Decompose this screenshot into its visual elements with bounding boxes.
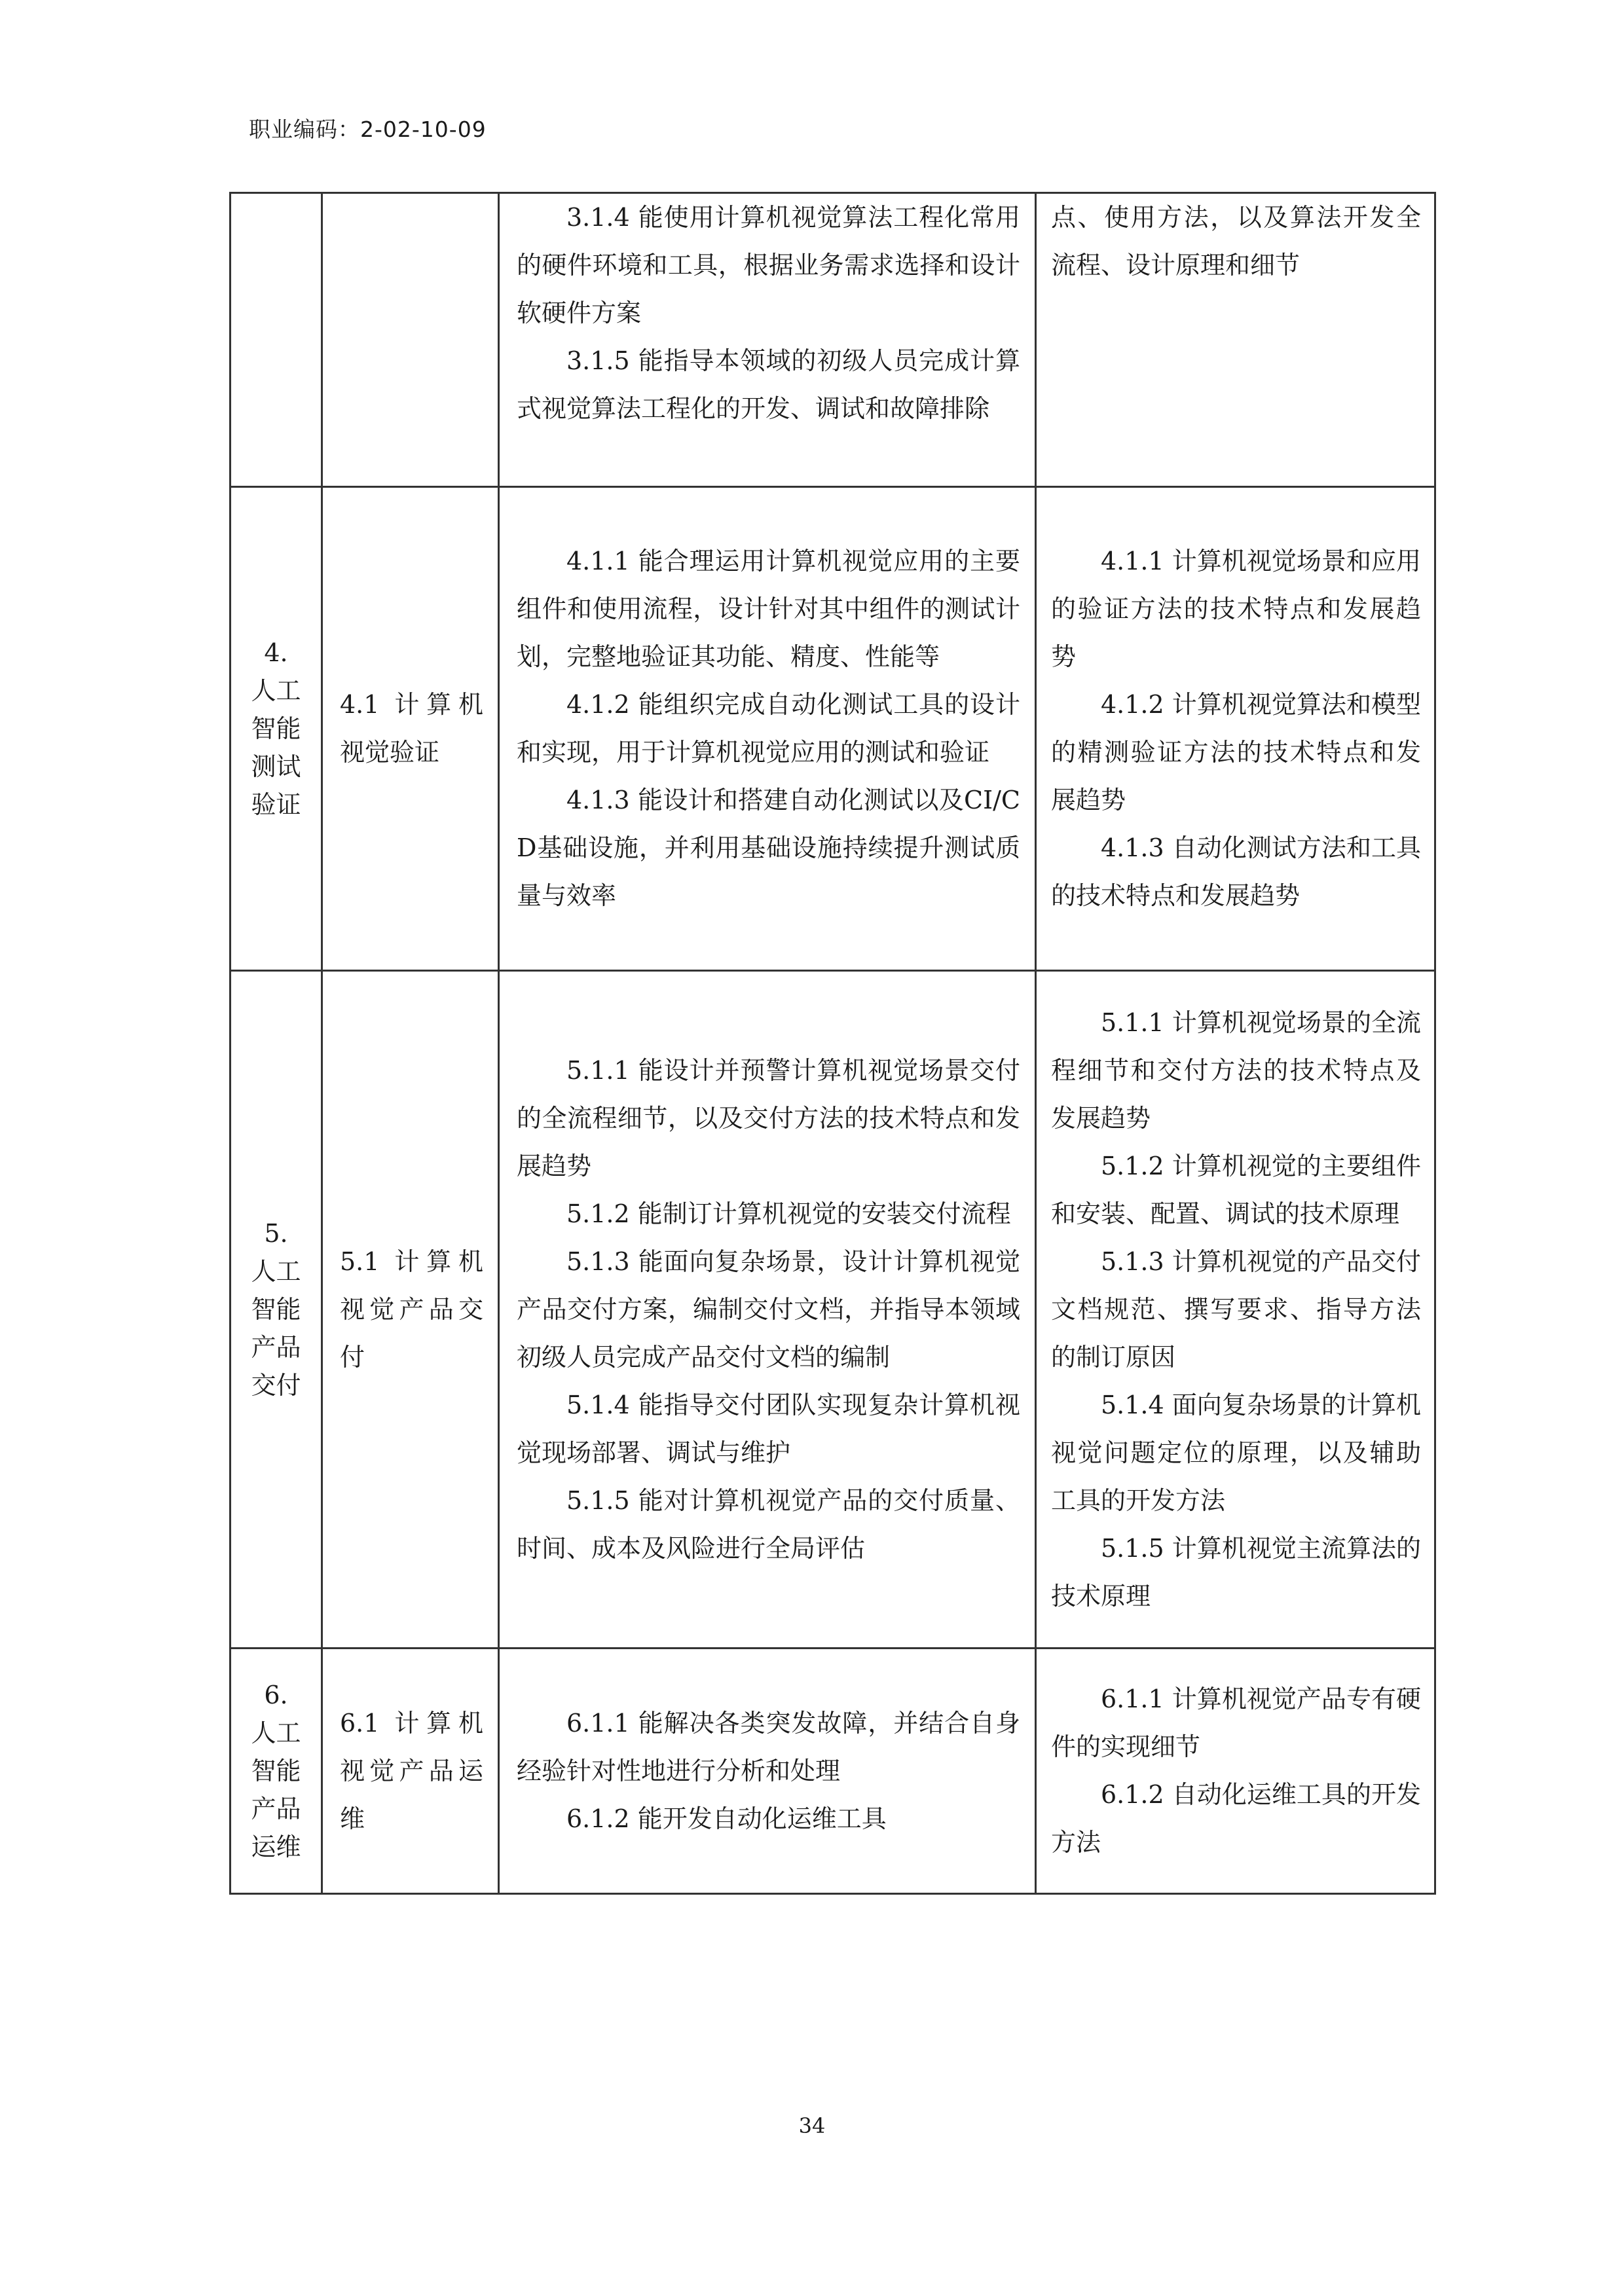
function-cell bbox=[231, 1649, 322, 1894]
function-label: 人工 bbox=[251, 676, 301, 705]
skill-item: 5.1.3 能面向复杂场景，设计计算机视觉产品交付方案，编制交付文档，并指导本领域初级人员完成产品交付文档的编制 bbox=[517, 1247, 1020, 1372]
knowledge-item: 5.1.2 计算机视觉的主要组件和安装、配置、调试的技术原理 bbox=[1051, 1151, 1421, 1228]
occupation-code: 职业编码：2-02-10-09 bbox=[249, 117, 487, 142]
knowledge-cell bbox=[1036, 487, 1435, 971]
function-label: 测试 bbox=[251, 752, 301, 781]
skill-item: 4.1.3 能设计和搭建自动化测试以及CI/CD基础设施，并利用基础设施持续提升测试质量与效率 bbox=[517, 786, 1020, 910]
skills-cell bbox=[499, 487, 1036, 971]
knowledge-cell bbox=[1036, 971, 1435, 1649]
knowledge-item: 5.1.1 计算机视觉场景的全流程细节和交付方法的技术特点及发展趋势 bbox=[1051, 1008, 1421, 1133]
function-cell-empty bbox=[231, 193, 322, 487]
skill-item: 5.1.1 能设计并预警计算机视觉场景交付的全流程细节，以及交付方法的技术特点和发展趋势 bbox=[517, 1055, 1020, 1180]
knowledge-item: 5.1.4 面向复杂场景的计算机视觉问题定位的原理，以及辅助工具的开发方法 bbox=[1051, 1390, 1421, 1515]
skill-item: 5.1.4 能指导交付团队实现复杂计算机视觉现场部署、调试与维护 bbox=[517, 1390, 1020, 1467]
function-label: 智能 bbox=[251, 1757, 301, 1785]
work-unit-cell bbox=[322, 487, 499, 971]
knowledge-cell bbox=[1036, 193, 1435, 487]
skill-item: 6.1.2 能开发自动化运维工具 bbox=[566, 1804, 887, 1833]
function-cell bbox=[231, 971, 322, 1649]
work-unit-label: 6.1 计算机视觉产品运维 bbox=[340, 1708, 483, 1833]
skill-item: 5.1.5 能对计算机视觉产品的交付质量、时间、成本及风险进行全局评估 bbox=[517, 1485, 1020, 1563]
work-unit-cell bbox=[322, 971, 499, 1649]
skill-item: 4.1.2 能组织完成自动化测试工具的设计和实现，用于计算机视觉应用的测试和验证 bbox=[517, 690, 1020, 767]
knowledge-item: 点、使用方法，以及算法开发全流程、设计原理和细节 bbox=[1051, 203, 1421, 280]
skill-item: 3.1.4 能使用计算机视觉算法工程化常用的硬件环境和工具，根据业务需求选择和设计软硬件方案 bbox=[517, 203, 1020, 327]
page-number: 34 bbox=[798, 2113, 826, 2138]
work-unit-cell-empty bbox=[322, 193, 499, 487]
skill-standard-table bbox=[229, 192, 1436, 1895]
skill-item: 3.1.5 能指导本领域的初级人员完成计算式视觉算法工程化的开发、调试和故障排除 bbox=[517, 346, 1020, 423]
function-label: 交付 bbox=[251, 1371, 301, 1400]
function-label: 运维 bbox=[251, 1832, 301, 1861]
skills-cell bbox=[499, 193, 1036, 487]
knowledge-item: 5.1.5 计算机视觉主流算法的技术原理 bbox=[1051, 1533, 1421, 1611]
table-row-5 bbox=[231, 971, 1435, 1649]
function-label: 智能 bbox=[251, 1295, 301, 1324]
function-label: 4. bbox=[264, 638, 288, 667]
knowledge-item: 4.1.2 计算机视觉算法和模型的精测验证方法的技术特点和发展趋势 bbox=[1051, 690, 1421, 814]
skills-cell bbox=[499, 1649, 1036, 1894]
work-unit-label: 4.1 计算机视觉验证 bbox=[340, 690, 483, 767]
function-label: 人工 bbox=[251, 1719, 301, 1747]
function-label: 产品 bbox=[251, 1333, 301, 1362]
skill-item: 4.1.1 能合理运用计算机视觉应用的主要组件和使用流程，设计针对其中组件的测试计划，完整地验证其功能、精度、性能等 bbox=[517, 547, 1020, 671]
work-unit-label: 5.1 计算机视觉产品交付 bbox=[340, 1247, 483, 1372]
knowledge-item: 4.1.1 计算机视觉场景和应用的验证方法的技术特点和发展趋势 bbox=[1051, 547, 1421, 671]
knowledge-item: 6.1.2 自动化运维工具的开发方法 bbox=[1051, 1780, 1421, 1857]
function-label: 5. bbox=[264, 1219, 288, 1248]
function-label: 产品 bbox=[251, 1795, 301, 1823]
table-row-continuation bbox=[231, 193, 1435, 487]
function-label: 人工 bbox=[251, 1257, 301, 1286]
skill-item: 6.1.1 能解决各类突发故障，并结合自身经验针对性地进行分析和处理 bbox=[517, 1708, 1020, 1785]
table-row-4 bbox=[231, 487, 1435, 971]
knowledge-item: 5.1.3 计算机视觉的产品交付文档规范、撰写要求、指导方法的制订原因 bbox=[1051, 1247, 1421, 1372]
skills-cell bbox=[499, 971, 1036, 1649]
table-row-6 bbox=[231, 1649, 1435, 1894]
function-label: 6. bbox=[264, 1681, 288, 1709]
skill-item: 5.1.2 能制订计算机视觉的安装交付流程 bbox=[566, 1199, 1011, 1228]
function-label: 智能 bbox=[251, 714, 301, 743]
function-label: 验证 bbox=[251, 790, 301, 819]
function-cell bbox=[231, 487, 322, 971]
work-unit-cell bbox=[322, 1649, 499, 1894]
knowledge-item: 4.1.3 自动化测试方法和工具的技术特点和发展趋势 bbox=[1051, 833, 1421, 910]
knowledge-item: 6.1.1 计算机视觉产品专有硬件的实现细节 bbox=[1051, 1685, 1421, 1761]
knowledge-cell bbox=[1036, 1649, 1435, 1894]
